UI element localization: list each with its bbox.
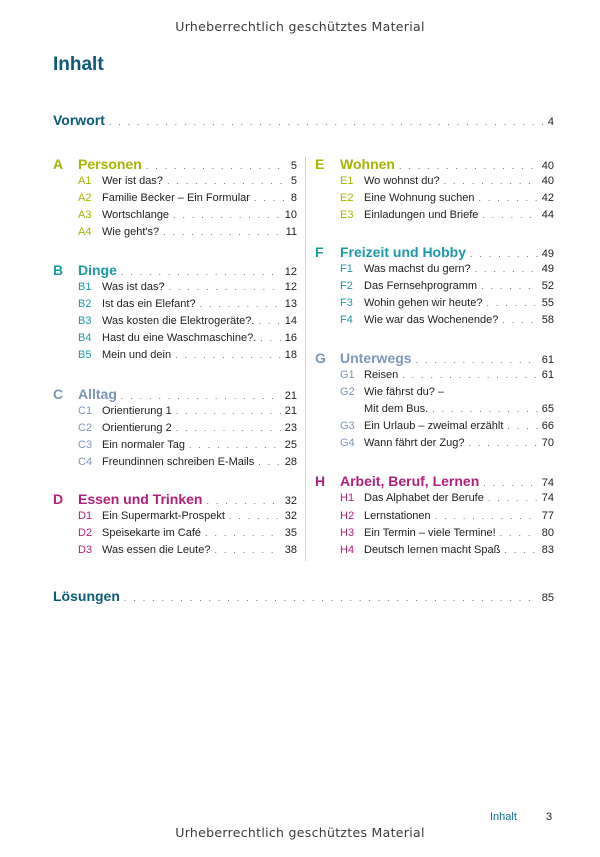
entry-text: Mein und dein — [102, 349, 172, 361]
entry-page: 23 — [284, 422, 297, 434]
entry-text: Familie Becker – Ein Formular — [102, 192, 250, 204]
toc-entry-h2[interactable] — [340, 510, 554, 527]
toc-entry-f1[interactable] — [340, 263, 554, 280]
dot-leader — [205, 528, 281, 538]
section-letter: E — [315, 156, 325, 172]
toc-entry-g3[interactable] — [340, 420, 554, 437]
toc-entry-f4[interactable] — [340, 314, 554, 331]
dot-leader — [146, 161, 287, 171]
entry-code: G4 — [340, 437, 355, 449]
toc-vorwort-label: Vorwort — [53, 112, 105, 128]
entry-text: Einladungen und Briefe — [364, 209, 479, 221]
entry-code: H3 — [340, 527, 355, 539]
section-title: Unterwegs — [340, 350, 412, 366]
entry-text: Ist das ein Elefant? — [102, 298, 196, 310]
dot-leader — [124, 593, 538, 603]
entry-code: B4 — [78, 332, 92, 344]
entry-page: 21 — [284, 405, 297, 417]
entry-code: C3 — [78, 439, 93, 451]
entry-text: Wie geht's? — [102, 226, 160, 238]
entry-code: B3 — [78, 315, 92, 327]
entry-code: H4 — [340, 544, 355, 556]
entry-code: G2 — [340, 386, 355, 398]
section-letter: G — [315, 350, 326, 366]
dot-leader — [175, 350, 281, 360]
entry-code: E3 — [340, 209, 354, 221]
entry-text: Wohin gehen wir heute? — [364, 297, 483, 309]
section-page: 49 — [541, 248, 554, 260]
entry-code: G1 — [340, 369, 355, 381]
dot-leader — [475, 264, 538, 274]
entry-text: Was machst du gern? — [364, 263, 471, 275]
toc-entry-h1[interactable] — [340, 492, 554, 509]
dot-leader — [468, 438, 537, 448]
section-letter: H — [315, 473, 326, 489]
toc-entry-g4[interactable] — [340, 437, 554, 454]
entry-code: C1 — [78, 405, 93, 417]
toc-entry-b3[interactable] — [78, 315, 297, 332]
section-page: 74 — [541, 477, 554, 489]
toc-section-b[interactable] — [53, 262, 297, 279]
entry-page: 66 — [541, 420, 554, 432]
dot-leader — [444, 176, 538, 186]
watermark-bottom: Urheberrechtlich geschütztes Material — [175, 825, 425, 840]
toc-entry-g1[interactable] — [340, 369, 554, 386]
toc-entry-c2[interactable] — [78, 422, 297, 439]
dot-leader — [500, 528, 538, 538]
section-title: Alltag — [78, 386, 117, 402]
entry-page: 32 — [284, 510, 297, 522]
entry-code: B5 — [78, 349, 92, 361]
entry-text: Was ist das? — [102, 281, 165, 293]
toc-entry-a1[interactable] — [78, 175, 297, 192]
entry-text: Das Alphabet der Berufe — [364, 492, 484, 504]
toc-section-c[interactable] — [53, 386, 297, 403]
section-letter: D — [53, 491, 64, 507]
toc-vorwort-page: 4 — [547, 116, 554, 128]
entry-page: 13 — [284, 298, 297, 310]
entry-page: 10 — [284, 209, 297, 221]
entry-page: 11 — [285, 226, 297, 238]
entry-code: E1 — [340, 175, 354, 187]
entry-page: 40 — [541, 175, 554, 187]
toc-entry-d2[interactable] — [78, 527, 297, 544]
dot-leader — [121, 391, 281, 401]
toc-section-g[interactable] — [315, 350, 554, 367]
entry-page: 74 — [541, 492, 554, 504]
dot-leader — [481, 281, 538, 291]
dot-leader — [176, 406, 281, 416]
entry-code: F4 — [340, 314, 353, 326]
section-title: Wohnen — [340, 156, 395, 172]
entry-text: Wann fährt der Zug? — [364, 437, 465, 449]
entry-code: E2 — [340, 192, 354, 204]
dot-leader — [432, 404, 538, 414]
toc-vorwort[interactable] — [53, 112, 554, 128]
entry-page: 77 — [541, 510, 554, 522]
section-page: 21 — [284, 390, 297, 402]
dot-leader — [258, 457, 281, 467]
footer-section-label: Inhalt — [490, 811, 517, 823]
entry-code: D1 — [78, 510, 93, 522]
section-letter: F — [315, 244, 324, 260]
dot-leader — [258, 316, 280, 326]
dot-leader — [254, 193, 287, 203]
entry-page: 70 — [541, 437, 554, 449]
entry-text: Orientierung 1 — [102, 405, 172, 417]
entry-text: Eine Wohnung suchen — [364, 192, 475, 204]
toc-loesungen-page: 85 — [541, 592, 554, 604]
dot-leader — [504, 545, 537, 555]
toc-entry-a2[interactable] — [78, 192, 297, 209]
dot-leader — [502, 315, 537, 325]
entry-page: 44 — [541, 209, 554, 221]
column-divider — [305, 157, 306, 561]
entry-code: G3 — [340, 420, 355, 432]
section-page: 12 — [284, 266, 297, 278]
entry-page: 5 — [290, 175, 297, 187]
toc-entry-b5[interactable] — [78, 349, 297, 366]
entry-page: 80 — [541, 527, 554, 539]
entry-text: Hast du eine Waschmaschine?. — [102, 332, 257, 344]
entry-page: 12 — [284, 281, 297, 293]
dot-leader — [488, 493, 538, 503]
dot-leader — [109, 117, 544, 127]
entry-text: Orientierung 2 — [102, 422, 172, 434]
dot-leader — [189, 440, 281, 450]
entry-text: Ein Urlaub – zweimal erzählt — [364, 420, 504, 432]
entry-code: D3 — [78, 544, 93, 556]
dot-leader — [206, 496, 280, 506]
dot-leader — [399, 161, 538, 171]
entry-text: Ein Supermarkt-Prospekt — [102, 510, 225, 522]
toc-entry-e1[interactable] — [340, 175, 554, 192]
entry-code: H2 — [340, 510, 355, 522]
entry-text: Reisen — [364, 369, 399, 381]
toc-section-f[interactable] — [315, 244, 554, 261]
toc-entry-g2[interactable] — [364, 403, 554, 420]
entry-text: Was kosten die Elektrogeräte?. — [102, 315, 255, 327]
entry-text: Ein Termin – viele Termine! — [364, 527, 496, 539]
dot-leader — [167, 176, 287, 186]
toc-entry-e3[interactable] — [340, 209, 554, 226]
toc-entry-b4[interactable] — [78, 332, 297, 349]
entry-text: Ein normaler Tag — [102, 439, 185, 451]
entry-text: Was essen die Leute? — [102, 544, 211, 556]
entry-code: A1 — [78, 175, 92, 187]
toc-entry-d3[interactable] — [78, 544, 297, 561]
toc-entry-b2[interactable] — [78, 298, 297, 315]
footer-page-number: 3 — [546, 811, 553, 823]
entry-text: Wo wohnst du? — [364, 175, 440, 187]
entry-code: A2 — [78, 192, 92, 204]
entry-page: 61 — [541, 369, 554, 381]
entry-code: D2 — [78, 527, 93, 539]
toc-loesungen[interactable] — [53, 588, 554, 604]
entry-page: 14 — [284, 315, 297, 327]
toc-entry-e2[interactable] — [340, 192, 554, 209]
dot-leader — [435, 511, 538, 521]
dot-leader — [173, 210, 281, 220]
entry-page: 55 — [541, 297, 554, 309]
section-page: 61 — [541, 354, 554, 366]
dot-leader — [482, 210, 537, 220]
entry-page: 65 — [541, 403, 554, 415]
section-page: 40 — [541, 160, 554, 172]
toc-entry-c4[interactable] — [78, 456, 297, 473]
toc-section-d[interactable] — [53, 491, 297, 508]
toc-entry-h3[interactable] — [340, 527, 554, 544]
dot-leader — [470, 249, 538, 259]
entry-text: Wer ist das? — [102, 175, 163, 187]
dot-leader — [169, 282, 281, 292]
toc-entry-f3[interactable] — [340, 297, 554, 314]
section-letter: B — [53, 262, 64, 278]
dot-leader — [260, 333, 280, 343]
entry-code: B1 — [78, 281, 92, 293]
entry-page: 38 — [284, 544, 297, 556]
entry-page: 35 — [284, 527, 297, 539]
entry-page: 8 — [290, 192, 297, 204]
entry-text: Wie fährst du? – — [364, 386, 445, 398]
section-page: 32 — [284, 495, 297, 507]
entry-text: Das Fernsehprogramm — [364, 280, 478, 292]
toc-entry-f2[interactable] — [340, 280, 554, 297]
toc-entry-c3[interactable] — [78, 439, 297, 456]
toc-entry-h4[interactable] — [340, 544, 554, 561]
entry-page: 42 — [541, 192, 554, 204]
page-title: Inhalt — [53, 54, 104, 75]
dot-leader — [163, 227, 281, 237]
watermark-top: Urheberrechtlich geschütztes Material — [175, 19, 425, 34]
toc-section-e[interactable] — [315, 156, 554, 173]
section-title: Arbeit, Beruf, Lernen — [340, 473, 480, 489]
entry-text: Speisekarte im Café — [102, 527, 202, 539]
entry-code: H1 — [340, 492, 355, 504]
section-title: Freizeit und Hobby — [340, 244, 466, 260]
toc-entry-c1[interactable] — [78, 405, 297, 422]
dot-leader — [483, 478, 538, 488]
section-title: Dinge — [78, 262, 117, 278]
section-page: 5 — [290, 160, 297, 172]
dot-leader — [121, 267, 281, 277]
toc-entry-d1[interactable] — [78, 510, 297, 527]
entry-page: 49 — [541, 263, 554, 275]
entry-code: A4 — [78, 226, 92, 238]
entry-page: 28 — [284, 456, 297, 468]
toc-section-a[interactable] — [53, 156, 297, 173]
entry-code: F2 — [340, 280, 353, 292]
entry-page: 18 — [284, 349, 297, 361]
section-title: Personen — [78, 156, 142, 172]
dot-leader — [200, 299, 281, 309]
dot-leader — [486, 298, 537, 308]
section-letter: A — [53, 156, 64, 172]
entry-code: C2 — [78, 422, 93, 434]
dot-leader — [176, 423, 281, 433]
entry-code: F1 — [340, 263, 353, 275]
dot-leader — [507, 421, 537, 431]
entry-page: 16 — [284, 332, 297, 344]
dot-leader — [229, 511, 281, 521]
entry-text-continued: Mit dem Bus. — [364, 403, 429, 415]
toc-entry-g2-first-line[interactable] — [340, 386, 444, 398]
dot-leader — [402, 370, 538, 380]
section-letter: C — [53, 386, 64, 402]
entry-page: 58 — [541, 314, 554, 326]
toc-entry-a3[interactable] — [78, 209, 297, 226]
toc-entry-b1[interactable] — [78, 281, 297, 298]
dot-leader — [416, 355, 538, 365]
entry-text: Wie war das Wochenende? — [364, 314, 499, 326]
entry-page: 52 — [541, 280, 554, 292]
entry-code: A3 — [78, 209, 92, 221]
toc-section-h[interactable] — [315, 473, 554, 490]
entry-code: B2 — [78, 298, 92, 310]
toc-entry-a4[interactable] — [78, 226, 297, 243]
entry-text: Deutsch lernen macht Spaß — [364, 544, 501, 556]
dot-leader — [214, 545, 280, 555]
entry-code: C4 — [78, 456, 93, 468]
entry-page: 25 — [284, 439, 297, 451]
section-title: Essen und Trinken — [78, 491, 203, 507]
dot-leader — [479, 193, 538, 203]
entry-code: F3 — [340, 297, 353, 309]
toc-loesungen-label: Lösungen — [53, 588, 120, 604]
entry-text: Wortschlange — [102, 209, 170, 221]
entry-page: 83 — [541, 544, 554, 556]
entry-text: Freundinnen schreiben E-Mails — [102, 456, 255, 468]
entry-text: Lernstationen — [364, 510, 431, 522]
